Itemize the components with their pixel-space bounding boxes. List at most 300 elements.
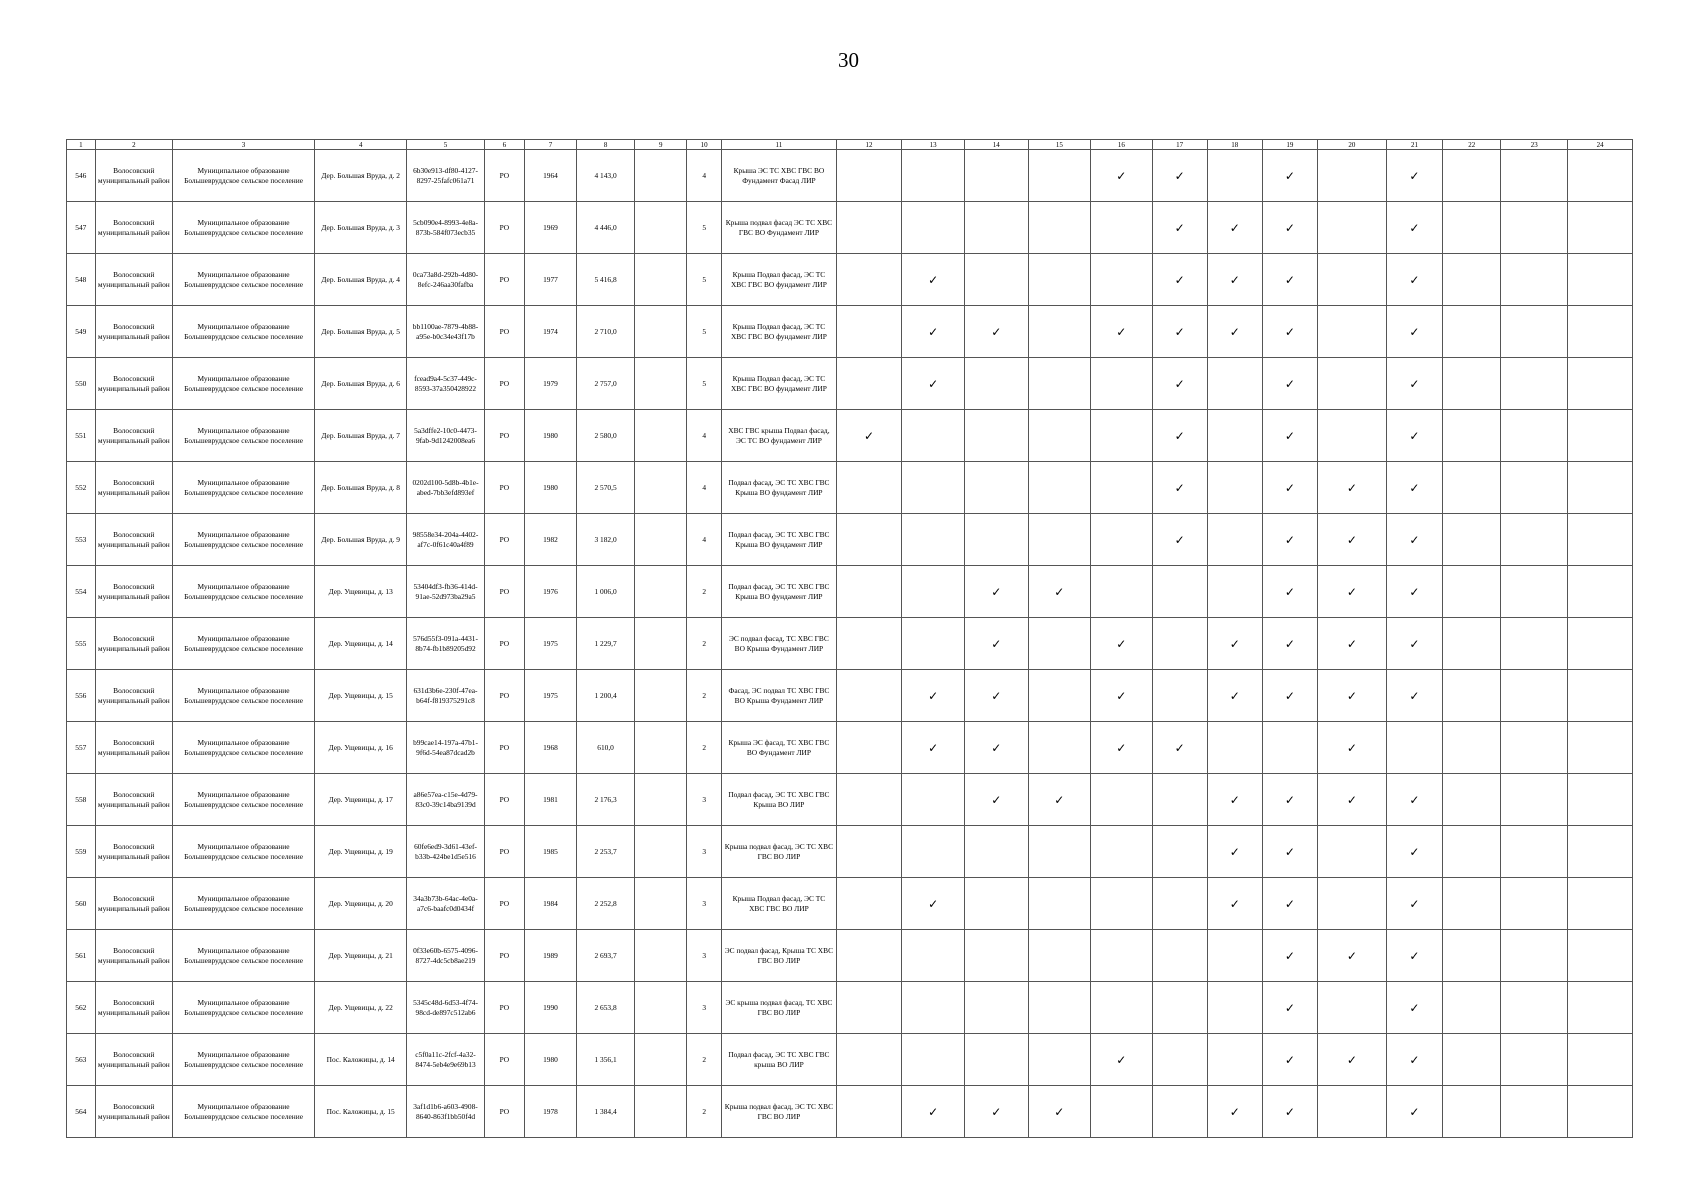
municipality-cell: Муниципальное образование Большевруддское сельское поселение bbox=[173, 150, 315, 202]
empty-cell bbox=[836, 514, 902, 566]
empty-cell bbox=[1028, 358, 1091, 410]
empty-cell bbox=[1443, 514, 1501, 566]
municipality-cell: Муниципальное образование Большевруддское сельское поселение bbox=[173, 618, 315, 670]
check-mark-cell: ✓ bbox=[1207, 202, 1262, 254]
check-mark-cell: ✓ bbox=[1262, 930, 1317, 982]
table-row bbox=[67, 514, 1633, 566]
check-mark-cell: ✓ bbox=[1317, 1034, 1386, 1086]
table-row bbox=[67, 1034, 1633, 1086]
empty-cell bbox=[1501, 358, 1568, 410]
empty-cell bbox=[1443, 202, 1501, 254]
district-cell: Волосовский муниципальный район bbox=[95, 358, 172, 410]
address-cell: Дер. Ущевицы, д. 17 bbox=[315, 774, 407, 826]
empty-cell bbox=[1091, 254, 1152, 306]
floors-cell: 4 bbox=[687, 410, 722, 462]
row-number-cell: 556 bbox=[67, 670, 96, 722]
row-number-cell: 562 bbox=[67, 982, 96, 1034]
check-mark-cell: ✓ bbox=[1152, 462, 1207, 514]
check-mark-cell: ✓ bbox=[1091, 618, 1152, 670]
column-number-cell: 4 bbox=[315, 140, 407, 150]
check-mark-cell: ✓ bbox=[1207, 670, 1262, 722]
fund-form-cell: РО bbox=[484, 618, 524, 670]
works-cell: Фасад, ЭС подвал ТС ХВС ГВС ВО Крыша Фундамент ЛИР bbox=[722, 670, 837, 722]
row-number-cell: 564 bbox=[67, 1086, 96, 1138]
empty-cell bbox=[836, 1034, 902, 1086]
empty-cell bbox=[964, 202, 1028, 254]
row-number-cell: 550 bbox=[67, 358, 96, 410]
check-mark-cell: ✓ bbox=[1262, 566, 1317, 618]
check-mark-cell: ✓ bbox=[1091, 306, 1152, 358]
empty-cell bbox=[1568, 358, 1633, 410]
empty-cell bbox=[1152, 1034, 1207, 1086]
check-mark-cell: ✓ bbox=[1386, 358, 1442, 410]
empty-cell bbox=[1443, 774, 1501, 826]
address-cell: Дер. Большая Вруда, д. 6 bbox=[315, 358, 407, 410]
empty-cell bbox=[902, 514, 965, 566]
empty-cell bbox=[964, 358, 1028, 410]
check-mark-cell: ✓ bbox=[1262, 982, 1317, 1034]
check-mark-cell: ✓ bbox=[1207, 254, 1262, 306]
address-cell: Дер. Большая Вруда, д. 7 bbox=[315, 410, 407, 462]
table-row bbox=[67, 774, 1633, 826]
address-cell: Дер. Ущевицы, д. 21 bbox=[315, 930, 407, 982]
area-cell: 1 356,1 bbox=[576, 1034, 634, 1086]
area-cell: 2 580,0 bbox=[576, 410, 634, 462]
empty-cell bbox=[1317, 982, 1386, 1034]
empty-cell bbox=[1443, 254, 1501, 306]
row-number-cell: 547 bbox=[67, 202, 96, 254]
row-number-cell: 548 bbox=[67, 254, 96, 306]
check-mark-cell: ✓ bbox=[1386, 930, 1442, 982]
fund-form-cell: РО bbox=[484, 150, 524, 202]
empty-cell bbox=[1501, 202, 1568, 254]
works-cell: ЭС крыша подвал фасад, ТС ХВС ГВС ВО ЛИР bbox=[722, 982, 837, 1034]
address-cell: Дер. Ущевицы, д. 15 bbox=[315, 670, 407, 722]
empty-cell bbox=[1568, 150, 1633, 202]
empty-cell bbox=[902, 982, 965, 1034]
fund-form-cell: РО bbox=[484, 670, 524, 722]
empty-cell bbox=[1091, 358, 1152, 410]
area-cell: 2 693,7 bbox=[576, 930, 634, 982]
area-cell: 4 143,0 bbox=[576, 150, 634, 202]
empty-cell bbox=[1443, 670, 1501, 722]
check-mark-cell: ✓ bbox=[1386, 1034, 1442, 1086]
empty-cell bbox=[902, 826, 965, 878]
check-mark-cell: ✓ bbox=[1262, 462, 1317, 514]
empty-cell bbox=[836, 670, 902, 722]
empty-cell bbox=[1028, 618, 1091, 670]
fund-form-cell: РО bbox=[484, 410, 524, 462]
empty-cell bbox=[1568, 826, 1633, 878]
empty-cell bbox=[964, 930, 1028, 982]
fund-form-cell: РО bbox=[484, 254, 524, 306]
column-9-cell bbox=[635, 358, 687, 410]
guid-cell: a86e57ea-c15e-4d79-83c0-39c14ba9139d bbox=[407, 774, 484, 826]
area-cell: 610,0 bbox=[576, 722, 634, 774]
address-cell: Дер. Ущевицы, д. 20 bbox=[315, 878, 407, 930]
column-9-cell bbox=[635, 1086, 687, 1138]
check-mark-cell: ✓ bbox=[964, 566, 1028, 618]
municipality-cell: Муниципальное образование Большевруддское сельское поселение bbox=[173, 670, 315, 722]
empty-cell bbox=[1028, 878, 1091, 930]
empty-cell bbox=[1091, 410, 1152, 462]
check-mark-cell: ✓ bbox=[1386, 566, 1442, 618]
fund-form-cell: РО bbox=[484, 982, 524, 1034]
empty-cell bbox=[1568, 982, 1633, 1034]
check-mark-cell: ✓ bbox=[964, 722, 1028, 774]
column-9-cell bbox=[635, 1034, 687, 1086]
check-mark-cell: ✓ bbox=[1262, 1086, 1317, 1138]
year-cell: 1975 bbox=[524, 618, 576, 670]
row-number-cell: 552 bbox=[67, 462, 96, 514]
column-number-cell: 11 bbox=[722, 140, 837, 150]
row-number-cell: 559 bbox=[67, 826, 96, 878]
empty-cell bbox=[1501, 410, 1568, 462]
column-9-cell bbox=[635, 930, 687, 982]
works-cell: ЭС подвал фасад, Крыша ТС ХВС ГВС ВО ЛИР bbox=[722, 930, 837, 982]
empty-cell bbox=[1317, 306, 1386, 358]
check-mark-cell: ✓ bbox=[1028, 566, 1091, 618]
district-cell: Волосовский муниципальный район bbox=[95, 514, 172, 566]
column-9-cell bbox=[635, 254, 687, 306]
guid-cell: fcead9a4-5c37-449c-8593-37a350428922 bbox=[407, 358, 484, 410]
empty-cell bbox=[964, 150, 1028, 202]
column-number-cell: 1 bbox=[67, 140, 96, 150]
check-mark-cell: ✓ bbox=[1262, 670, 1317, 722]
empty-cell bbox=[1501, 774, 1568, 826]
column-9-cell bbox=[635, 514, 687, 566]
column-number-cell: 14 bbox=[964, 140, 1028, 150]
guid-cell: 3af1d1b6-a603-4908-8640-863f1bb50f4d bbox=[407, 1086, 484, 1138]
empty-cell bbox=[1152, 618, 1207, 670]
empty-cell bbox=[1568, 930, 1633, 982]
check-mark-cell: ✓ bbox=[1152, 254, 1207, 306]
empty-cell bbox=[1501, 150, 1568, 202]
empty-cell bbox=[1091, 878, 1152, 930]
empty-cell bbox=[1501, 1034, 1568, 1086]
check-mark-cell: ✓ bbox=[1262, 306, 1317, 358]
column-number-cell: 17 bbox=[1152, 140, 1207, 150]
empty-cell bbox=[836, 306, 902, 358]
floors-cell: 4 bbox=[687, 150, 722, 202]
table-row bbox=[67, 878, 1633, 930]
empty-cell bbox=[1568, 566, 1633, 618]
municipality-cell: Муниципальное образование Большевруддское сельское поселение bbox=[173, 202, 315, 254]
district-cell: Волосовский муниципальный район bbox=[95, 1086, 172, 1138]
year-cell: 1984 bbox=[524, 878, 576, 930]
empty-cell bbox=[1028, 306, 1091, 358]
works-cell: Крыша подвал фасад, ЭС ТС ХВС ГВС ВО ЛИР bbox=[722, 1086, 837, 1138]
empty-cell bbox=[1568, 670, 1633, 722]
empty-cell bbox=[1317, 878, 1386, 930]
check-mark-cell: ✓ bbox=[902, 878, 965, 930]
column-number-cell: 5 bbox=[407, 140, 484, 150]
check-mark-cell: ✓ bbox=[1386, 202, 1442, 254]
table-row bbox=[67, 462, 1633, 514]
address-cell: Дер. Большая Вруда, д. 2 bbox=[315, 150, 407, 202]
table-row bbox=[67, 722, 1633, 774]
empty-cell bbox=[1568, 1086, 1633, 1138]
empty-cell bbox=[902, 618, 965, 670]
check-mark-cell: ✓ bbox=[1262, 826, 1317, 878]
floors-cell: 2 bbox=[687, 566, 722, 618]
municipality-cell: Муниципальное образование Большевруддское сельское поселение bbox=[173, 878, 315, 930]
year-cell: 1969 bbox=[524, 202, 576, 254]
fund-form-cell: РО bbox=[484, 722, 524, 774]
empty-cell bbox=[1501, 618, 1568, 670]
check-mark-cell: ✓ bbox=[1262, 774, 1317, 826]
empty-cell bbox=[1568, 514, 1633, 566]
empty-cell bbox=[1317, 410, 1386, 462]
works-cell: Крыша ЭС ТС ХВС ГВС ВО Фундамент Фасад ЛИР bbox=[722, 150, 837, 202]
check-mark-cell: ✓ bbox=[1262, 878, 1317, 930]
area-cell: 1 384,4 bbox=[576, 1086, 634, 1138]
empty-cell bbox=[1152, 826, 1207, 878]
check-mark-cell: ✓ bbox=[1386, 306, 1442, 358]
floors-cell: 2 bbox=[687, 618, 722, 670]
guid-cell: 576d55f3-091a-4431-8b74-fb1b89205d92 bbox=[407, 618, 484, 670]
empty-cell bbox=[902, 930, 965, 982]
guid-cell: b99cae14-197a-47b1-9f6d-54ea87dcad2b bbox=[407, 722, 484, 774]
empty-cell bbox=[1207, 982, 1262, 1034]
empty-cell bbox=[1443, 410, 1501, 462]
district-cell: Волосовский муниципальный район bbox=[95, 150, 172, 202]
column-number-cell: 23 bbox=[1501, 140, 1568, 150]
guid-cell: 631d3b6e-230f-47ea-b64f-f819375291c8 bbox=[407, 670, 484, 722]
area-cell: 2 757,0 bbox=[576, 358, 634, 410]
year-cell: 1968 bbox=[524, 722, 576, 774]
check-mark-cell: ✓ bbox=[1152, 150, 1207, 202]
empty-cell bbox=[1317, 358, 1386, 410]
table-row bbox=[67, 410, 1633, 462]
address-cell: Дер. Большая Вруда, д. 9 bbox=[315, 514, 407, 566]
row-number-cell: 546 bbox=[67, 150, 96, 202]
floors-cell: 4 bbox=[687, 514, 722, 566]
empty-cell bbox=[1501, 982, 1568, 1034]
empty-cell bbox=[1443, 982, 1501, 1034]
works-cell: Крыша подвал фасад ЭС ТС ХВС ГВС ВО Фундамент ЛИР bbox=[722, 202, 837, 254]
empty-cell bbox=[964, 826, 1028, 878]
table-row bbox=[67, 826, 1633, 878]
guid-cell: 5a3dffe2-10c0-4473-9fab-9d1242008ea6 bbox=[407, 410, 484, 462]
year-cell: 1975 bbox=[524, 670, 576, 722]
guid-cell: 60fe6ed9-3d61-43ef-b33b-424be1d5e516 bbox=[407, 826, 484, 878]
empty-cell bbox=[1501, 514, 1568, 566]
empty-cell bbox=[1501, 462, 1568, 514]
floors-cell: 2 bbox=[687, 722, 722, 774]
row-number-cell: 560 bbox=[67, 878, 96, 930]
empty-cell bbox=[1501, 826, 1568, 878]
column-number-cell: 2 bbox=[95, 140, 172, 150]
empty-cell bbox=[1568, 462, 1633, 514]
check-mark-cell: ✓ bbox=[1262, 1034, 1317, 1086]
column-number-cell: 3 bbox=[173, 140, 315, 150]
check-mark-cell: ✓ bbox=[902, 722, 965, 774]
table-row bbox=[67, 1086, 1633, 1138]
empty-cell bbox=[1152, 930, 1207, 982]
empty-cell bbox=[1028, 410, 1091, 462]
empty-cell bbox=[1152, 670, 1207, 722]
column-number-cell: 12 bbox=[836, 140, 902, 150]
check-mark-cell: ✓ bbox=[902, 1086, 965, 1138]
column-9-cell bbox=[635, 618, 687, 670]
column-9-cell bbox=[635, 306, 687, 358]
table-row bbox=[67, 306, 1633, 358]
empty-cell bbox=[1317, 202, 1386, 254]
check-mark-cell: ✓ bbox=[964, 1086, 1028, 1138]
empty-cell bbox=[1501, 878, 1568, 930]
area-cell: 2 653,8 bbox=[576, 982, 634, 1034]
empty-cell bbox=[1207, 410, 1262, 462]
address-cell: Пос. Каложицы, д. 14 bbox=[315, 1034, 407, 1086]
housing-registry-table bbox=[66, 139, 1633, 1138]
district-cell: Волосовский муниципальный район bbox=[95, 774, 172, 826]
empty-cell bbox=[1207, 1034, 1262, 1086]
check-mark-cell: ✓ bbox=[964, 618, 1028, 670]
empty-cell bbox=[1317, 826, 1386, 878]
column-number-cell: 18 bbox=[1207, 140, 1262, 150]
column-number-cell: 22 bbox=[1443, 140, 1501, 150]
check-mark-cell: ✓ bbox=[1317, 618, 1386, 670]
check-mark-cell: ✓ bbox=[902, 306, 965, 358]
table-row bbox=[67, 566, 1633, 618]
fund-form-cell: РО bbox=[484, 826, 524, 878]
column-number-cell: 16 bbox=[1091, 140, 1152, 150]
check-mark-cell: ✓ bbox=[1152, 358, 1207, 410]
check-mark-cell: ✓ bbox=[964, 306, 1028, 358]
address-cell: Пос. Каложицы, д. 15 bbox=[315, 1086, 407, 1138]
empty-cell bbox=[1207, 150, 1262, 202]
column-9-cell bbox=[635, 410, 687, 462]
empty-cell bbox=[836, 722, 902, 774]
guid-cell: 98558e34-204a-4402-af7c-0f61c40a4f89 bbox=[407, 514, 484, 566]
fund-form-cell: РО bbox=[484, 774, 524, 826]
district-cell: Волосовский муниципальный район bbox=[95, 462, 172, 514]
empty-cell bbox=[1152, 566, 1207, 618]
address-cell: Дер. Большая Вруда, д. 8 bbox=[315, 462, 407, 514]
fund-form-cell: РО bbox=[484, 930, 524, 982]
year-cell: 1982 bbox=[524, 514, 576, 566]
area-cell: 1 006,0 bbox=[576, 566, 634, 618]
check-mark-cell: ✓ bbox=[1207, 826, 1262, 878]
empty-cell bbox=[836, 254, 902, 306]
address-cell: Дер. Большая Вруда, д. 3 bbox=[315, 202, 407, 254]
floors-cell: 5 bbox=[687, 358, 722, 410]
works-cell: Подвал фасад, ЭС ТС ХВС ГВС Крыша ВО ЛИР bbox=[722, 774, 837, 826]
column-number-cell: 13 bbox=[902, 140, 965, 150]
district-cell: Волосовский муниципальный район bbox=[95, 670, 172, 722]
empty-cell bbox=[902, 410, 965, 462]
address-cell: Дер. Ущевицы, д. 19 bbox=[315, 826, 407, 878]
area-cell: 5 416,8 bbox=[576, 254, 634, 306]
empty-cell bbox=[1152, 774, 1207, 826]
check-mark-cell: ✓ bbox=[902, 358, 965, 410]
check-mark-cell: ✓ bbox=[1152, 306, 1207, 358]
empty-cell bbox=[1028, 254, 1091, 306]
row-number-cell: 553 bbox=[67, 514, 96, 566]
empty-cell bbox=[1207, 358, 1262, 410]
column-9-cell bbox=[635, 150, 687, 202]
district-cell: Волосовский муниципальный район bbox=[95, 306, 172, 358]
works-cell: Крыша ЭС фасад, ТС ХВС ГВС ВО Фундамент ЛИР bbox=[722, 722, 837, 774]
works-cell: Подвал фасад, ЭС ТС ХВС ГВС Крыша ВО фундамент ЛИР bbox=[722, 514, 837, 566]
row-number-cell: 549 bbox=[67, 306, 96, 358]
empty-cell bbox=[836, 982, 902, 1034]
check-mark-cell: ✓ bbox=[1028, 774, 1091, 826]
municipality-cell: Муниципальное образование Большевруддское сельское поселение bbox=[173, 254, 315, 306]
municipality-cell: Муниципальное образование Большевруддское сельское поселение bbox=[173, 930, 315, 982]
municipality-cell: Муниципальное образование Большевруддское сельское поселение bbox=[173, 358, 315, 410]
floors-cell: 3 bbox=[687, 982, 722, 1034]
district-cell: Волосовский муниципальный район bbox=[95, 982, 172, 1034]
empty-cell bbox=[1501, 254, 1568, 306]
column-number-cell: 8 bbox=[576, 140, 634, 150]
column-9-cell bbox=[635, 670, 687, 722]
empty-cell bbox=[1501, 306, 1568, 358]
empty-cell bbox=[902, 202, 965, 254]
district-cell: Волосовский муниципальный район bbox=[95, 254, 172, 306]
empty-cell bbox=[964, 878, 1028, 930]
empty-cell bbox=[1028, 514, 1091, 566]
municipality-cell: Муниципальное образование Большевруддское сельское поселение bbox=[173, 722, 315, 774]
check-mark-cell: ✓ bbox=[1386, 514, 1442, 566]
table-row bbox=[67, 254, 1633, 306]
row-number-cell: 563 bbox=[67, 1034, 96, 1086]
municipality-cell: Муниципальное образование Большевруддское сельское поселение bbox=[173, 1034, 315, 1086]
empty-cell bbox=[1317, 254, 1386, 306]
guid-cell: c5f0a11c-2fcf-4a32-8474-5eb4e9e69b13 bbox=[407, 1034, 484, 1086]
empty-cell bbox=[1386, 722, 1442, 774]
empty-cell bbox=[1568, 410, 1633, 462]
empty-cell bbox=[1028, 202, 1091, 254]
table-row bbox=[67, 150, 1633, 202]
empty-cell bbox=[836, 462, 902, 514]
floors-cell: 4 bbox=[687, 462, 722, 514]
year-cell: 1978 bbox=[524, 1086, 576, 1138]
empty-cell bbox=[1028, 826, 1091, 878]
empty-cell bbox=[1568, 774, 1633, 826]
table-row bbox=[67, 202, 1633, 254]
empty-cell bbox=[1028, 670, 1091, 722]
empty-cell bbox=[964, 1034, 1028, 1086]
guid-cell: 0202d100-5d8b-4b1e-abed-7bb3efd893ef bbox=[407, 462, 484, 514]
empty-cell bbox=[1501, 930, 1568, 982]
empty-cell bbox=[1091, 566, 1152, 618]
year-cell: 1976 bbox=[524, 566, 576, 618]
empty-cell bbox=[1501, 1086, 1568, 1138]
check-mark-cell: ✓ bbox=[1028, 1086, 1091, 1138]
empty-cell bbox=[964, 462, 1028, 514]
floors-cell: 2 bbox=[687, 1086, 722, 1138]
check-mark-cell: ✓ bbox=[1091, 670, 1152, 722]
check-mark-cell: ✓ bbox=[1207, 1086, 1262, 1138]
empty-cell bbox=[1028, 462, 1091, 514]
check-mark-cell: ✓ bbox=[1207, 774, 1262, 826]
empty-cell bbox=[902, 566, 965, 618]
empty-cell bbox=[1028, 982, 1091, 1034]
municipality-cell: Муниципальное образование Большевруддское сельское поселение bbox=[173, 826, 315, 878]
empty-cell bbox=[1028, 150, 1091, 202]
page-number: 30 bbox=[838, 48, 859, 72]
column-number-cell: 9 bbox=[635, 140, 687, 150]
fund-form-cell: РО bbox=[484, 306, 524, 358]
empty-cell bbox=[1091, 930, 1152, 982]
floors-cell: 3 bbox=[687, 826, 722, 878]
check-mark-cell: ✓ bbox=[1317, 462, 1386, 514]
empty-cell bbox=[902, 462, 965, 514]
municipality-cell: Муниципальное образование Большевруддское сельское поселение bbox=[173, 514, 315, 566]
area-cell: 2 252,8 bbox=[576, 878, 634, 930]
